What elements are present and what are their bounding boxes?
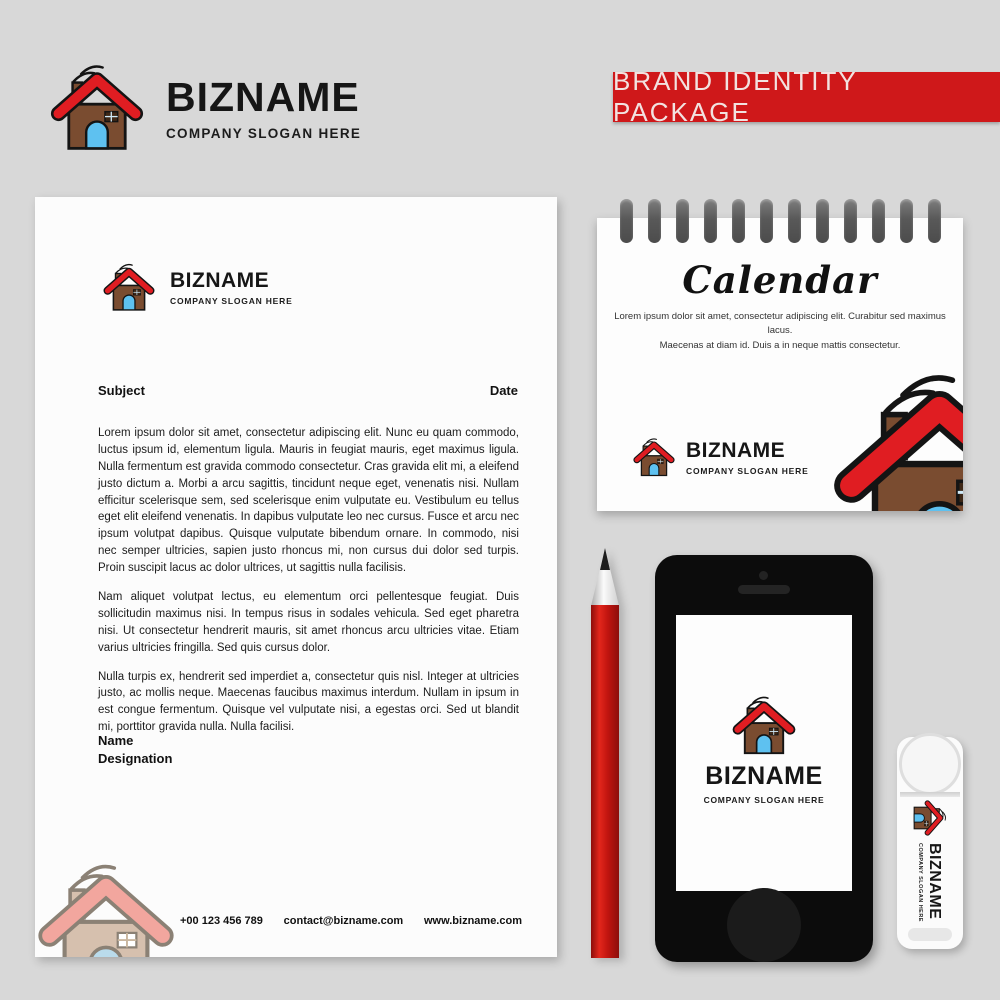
footer-email: contact@bizname.com [283, 915, 404, 927]
house-logo-icon [50, 60, 144, 154]
spiral-ring [760, 199, 773, 243]
spiral-ring [816, 199, 829, 243]
subject-label: Subject [98, 383, 145, 398]
letter-paragraph: Nam aliquet volutpat lectus, eu elementum orci pellentesque feugiat. Duis sollicitudin maximus nisi. In tempus risus in sodales vehicula. Sed eget pharetra nisi. Ut consectetur hendrerit mauris, sit amet rhoncus arcu ultricies vitae. Etiam varius ultricies fringilla. Sed quis cursus dolor. [98, 591, 519, 654]
phone-screen [676, 615, 852, 891]
calendar-note-line: Lorem ipsum dolor sit amet, consectetur adipiscing elit. Curabitur sed maximus lacus. [614, 311, 946, 337]
smartphone [655, 555, 873, 962]
house-logo-icon [103, 261, 155, 313]
brand-name: BIZNAME [686, 438, 786, 462]
usb-cap-ring [899, 733, 961, 795]
spiral-ring [732, 199, 745, 243]
brand-slogan: COMPANY SLOGAN HERE [170, 295, 293, 306]
house-logo-icon [633, 436, 675, 478]
house-logo-icon [832, 363, 963, 511]
spiral-ring [900, 199, 913, 243]
calendar-title: Calendar [682, 258, 878, 302]
brand-name: BIZNAME [170, 268, 270, 292]
spiral-ring [676, 199, 689, 243]
calendar-pad [597, 218, 963, 511]
usb-drive [897, 737, 963, 949]
spiral-binding [620, 199, 941, 243]
brand-slogan: COMPANY SLOGAN HERE [166, 125, 362, 141]
subject-date-row [98, 383, 518, 398]
pencil-body [591, 605, 619, 958]
phone-home-button [727, 888, 801, 962]
brand-name: BIZNAME [166, 73, 360, 120]
house-logo-icon [732, 693, 796, 757]
letter-body [98, 425, 519, 748]
banner-title: BRAND IDENTITY PACKAGE [613, 66, 858, 127]
faded-house-watermark-icon [37, 857, 175, 957]
letterhead-brand-lockup [103, 261, 293, 313]
signature-designation-label: Designation [98, 751, 173, 767]
usb-brand-lockup [911, 800, 949, 922]
calendar-note [610, 310, 950, 353]
calendar-brand-lockup [633, 436, 809, 478]
letter-paragraph: Lorem ipsum dolor sit amet, consectetur adipiscing elit. Nunc eu quam commodo, luctus ipsum id, elementum ligula. Mauris in feugiat mauris, eget maximus ligula. Nulla fermentum est gravida commodo consectetur. Cras gravida elit mi, a eleifend justo dictum a. Morbi a arcu sagittis, tincidunt neque eget, venenatis nisi. Nullam efficitur scelerisque sem, sed scelerisque enim vulputate eu. Vestibulum eu tellus eget elit eleifend venenatis. In dapibus vulputate leo nec cursus. Fusce et arcu nec ipsum volutpat dapibus. Quisque vulputate bibendum ornare. In commodo, nisi nec semper ultricies, sapien justo rhoncus mi, non cursus dui dolor sed turpis. Proin suscipit lacus ac dolor ultrices, ut sagittis nulla facilisis. [98, 427, 519, 575]
banner [613, 66, 1000, 127]
brand-slogan: COMPANY SLOGAN HERE [686, 465, 809, 476]
house-logo-icon [912, 800, 948, 836]
brand-slogan: COMPANY SLOGAN HERE [917, 843, 923, 922]
brand-name: BIZNAME [705, 762, 823, 790]
calendar-brand-text [686, 439, 809, 476]
usb-brand-text [917, 843, 943, 922]
letterhead-brand-text [170, 269, 293, 306]
header-brand-text [166, 74, 361, 141]
spiral-ring [704, 199, 717, 243]
header-brand-lockup [50, 60, 361, 154]
spiral-ring [844, 199, 857, 243]
date-label: Date [489, 383, 518, 398]
signature-block [98, 732, 172, 768]
usb-seam-line [900, 792, 960, 797]
usb-foot-pill [908, 928, 952, 941]
pencil-lead-tip [600, 548, 610, 570]
brand-name: BIZNAME [926, 843, 943, 920]
footer-website: www.bizname.com [423, 915, 522, 927]
spiral-ring [788, 199, 801, 243]
pencil [591, 548, 619, 958]
letterhead-page [35, 197, 557, 957]
spiral-ring [620, 199, 633, 243]
letterhead-footer [180, 915, 522, 927]
spiral-ring [872, 199, 885, 243]
spiral-ring [928, 199, 941, 243]
brand-slogan: COMPANY SLOGAN HERE [703, 795, 825, 805]
letter-paragraph: Nulla turpis ex, hendrerit sed imperdiet a, consectetur quis nisl. Integer at ultricies justo, ac mollis neque. Maecenas faucibus maximus interdum. Nullam in ipsum in est congue fermentum. Quisque vel vulputate nisi, a egestas orci. Sed ut blandit mi, porttitor gravida nulla. Nulla facilisi. [98, 670, 519, 734]
footer-phone: +00 123 456 789 [180, 915, 263, 927]
signature-name-label: Name [98, 733, 134, 748]
calendar-note-line: Maecenas at diam id. Duis a in neque mattis consectetur. [659, 339, 901, 351]
phone-speaker-slot [738, 585, 790, 594]
phone-camera-dot [759, 571, 768, 580]
spiral-ring [648, 199, 661, 243]
